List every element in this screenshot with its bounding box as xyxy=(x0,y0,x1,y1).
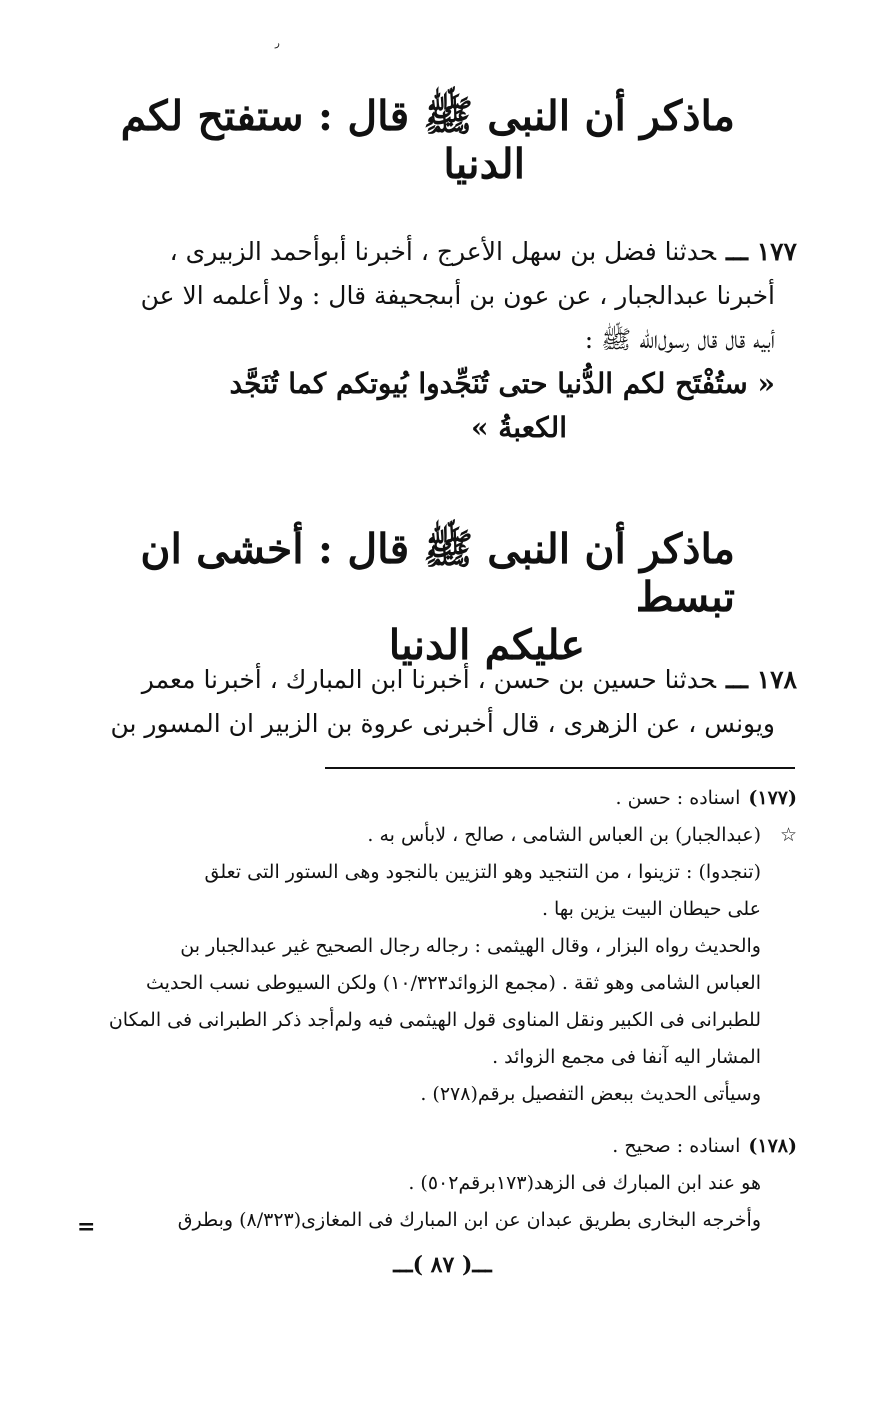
footnote-177-line-5: العباس الشامى وهو ثقة . (مجمع الزوائد١٠/٣٢٣) ولكن السيوطى نسب الحديث xyxy=(146,972,761,994)
footnote-178-isnad: اسناده : صحيح . xyxy=(612,1135,741,1157)
footnote-177-line-2: (تنجدوا) : تزينوا ، من التنجيد وهو التزيين بالنجود وهى الستور التى تعلق xyxy=(204,861,761,883)
footnote-separator xyxy=(325,767,795,769)
continuation-mark: = xyxy=(77,1214,96,1240)
footnote-178-line-1: هو عند ابن المبارك فى الزهد(١٧٣برقم٥٠٢) . xyxy=(408,1172,761,1194)
footnote-177-line-1: (عبدالجبار) بن العباس الشامى ، صالح ، لابأس به . xyxy=(367,824,761,846)
heading-1-line-1: ماذكر أن النبى ﷺ قال : ستفتح لكم xyxy=(120,92,735,140)
footnote-177-number: (١٧٧) xyxy=(748,787,797,809)
hadith-177-quote-1: « ستُفْتَح لكم الدُّنيا حتى تُنَجِّدوا بُيوتكم كما تُنَجَّد xyxy=(229,367,775,400)
footnote-177-line-8: وسيأتى الحديث ببعض التفصيل برقم(٢٧٨) . xyxy=(420,1083,761,1105)
hadith-177-line-2: أخبرنا عبدالجبار ، عن عون بن أبىجحيفة قال : ولا أعلمه الا عن xyxy=(140,281,775,310)
chapter-heading-2 xyxy=(115,525,735,669)
hadith-177-line-1: حدثنا فضل بن سهل الأعرج ، أخبرنا أبوأحمد الزبيرى ، xyxy=(169,237,717,266)
footnote-178-line-2: وأخرجه البخارى بطريق عبدان عن ابن المبارك فى المغازى(٨/٣٢٣) وبطرق xyxy=(177,1209,761,1231)
footnote-177-line-4: والحديث رواه البزار ، وقال الهيثمى : رجاله رجال الصحيح غير عبدالجبار بن xyxy=(180,935,761,957)
star-icon: ☆ xyxy=(779,824,797,846)
hadith-178 xyxy=(77,658,797,746)
chapter-heading-1 xyxy=(115,92,735,188)
heading-2-line-2: عليكم الدنيا xyxy=(388,621,585,669)
hadith-177-line-3: أبيه قال قال رسول‌الله ﷺ : xyxy=(584,325,775,354)
footnote-177 xyxy=(97,780,797,1113)
hadith-178-number: ١٧٨ ـــ xyxy=(726,665,797,694)
hadith-177 xyxy=(77,230,797,450)
heading-1-line-2: الدنيا xyxy=(443,140,525,188)
hadith-177-number: ١٧٧ ـــ xyxy=(726,237,797,266)
footnote-178 xyxy=(97,1128,797,1239)
footnote-177-line-7: المشار اليه آنفا فى مجمع الزوائد . xyxy=(492,1046,761,1068)
footnote-177-line-3: على حيطان البيت يزين بها . xyxy=(541,898,761,920)
hadith-177-quote-2: الكعبةُ » xyxy=(471,411,567,444)
footnote-177-isnad: اسناده : حسن . xyxy=(615,787,741,809)
hadith-178-line-2: ويونس ، عن الزهرى ، قال أخبرنى عروة بن الزبير ان المسور بن xyxy=(110,709,775,738)
footnote-177-line-6: للطبرانى فى الكبير ونقل المناوى قول الهيثمى فيه ولم‌أجد ذكر الطبرانى فى المكان xyxy=(108,1009,761,1031)
hadith-178-line-1: حدثنا حسين بن حسن ، أخبرنا ابن المبارك ، أخبرنا معمر xyxy=(141,665,717,694)
page-number: ـــ( ٨٧ )ـــ xyxy=(393,1252,492,1278)
corner-mark: ر xyxy=(275,38,280,49)
heading-2-line-1: ماذكر أن النبى ﷺ قال : أخشى ان تبسط xyxy=(140,525,735,621)
footnote-178-number: (١٧٨) xyxy=(748,1135,797,1157)
